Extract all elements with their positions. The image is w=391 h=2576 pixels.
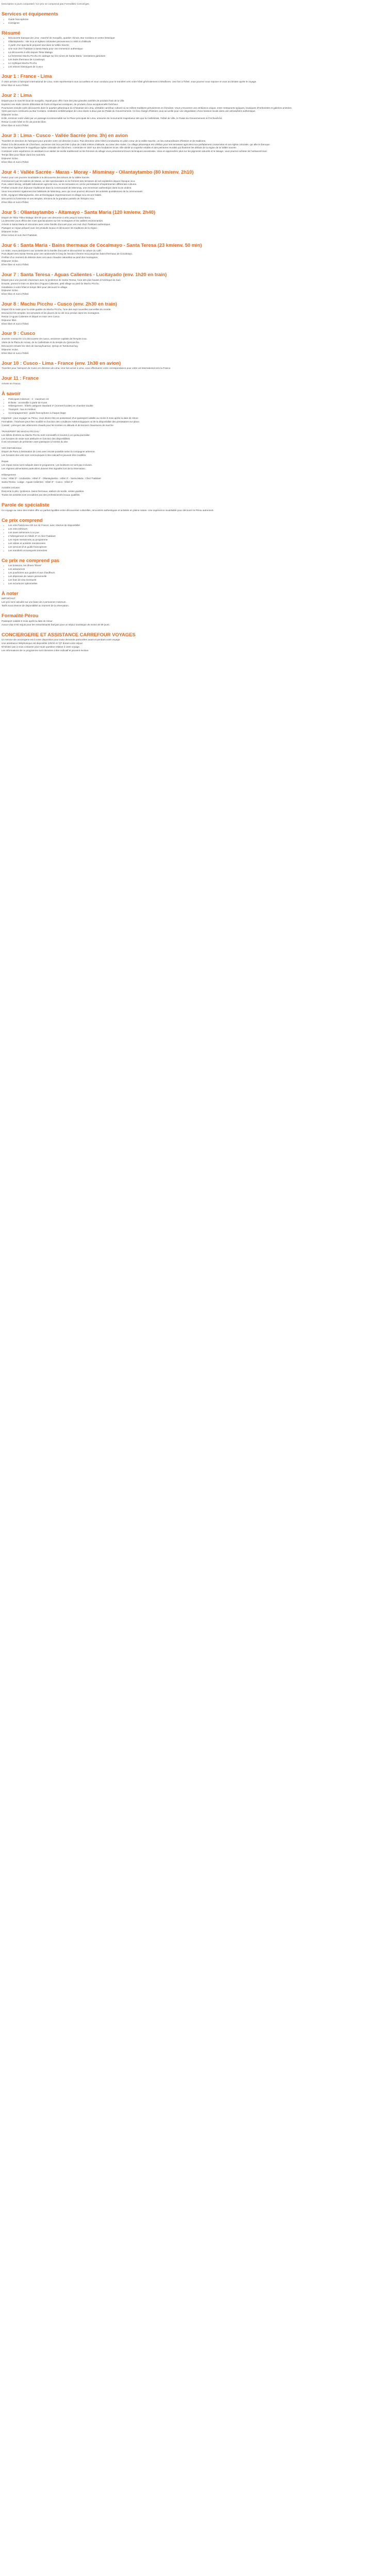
savoir-item: • Participant minimum : 2 - maximum 16 (8, 398, 391, 401)
savoir-paragraphs (2, 417, 391, 428)
day-text: Visite de la Plaza de Armas, de la Cathédrale et du temple du Qoricancha. (2, 341, 80, 344)
resume-title: Résumé (2, 29, 21, 36)
activites-line: Toutes les activités sont encadrées par des professionnels locaux qualifiés. (2, 494, 80, 497)
day-block (2, 209, 391, 238)
savoir-title: À savoir (2, 390, 21, 396)
a-noter-line: IMPORTANT (2, 597, 15, 600)
conciergerie-line: Une assistance téléphonique est disponible 24h/24 et 7j/7 durant votre séjour. (2, 642, 84, 645)
savoir-item: • Accompagnement : guide francophone à chaque étape (8, 412, 391, 415)
day-text: Retour à Aguas Calientes et départ en train vers Cusco. (2, 315, 60, 318)
vols-lines (2, 450, 391, 457)
day-text: Dîner libre et nuit à l'hôtel. (2, 200, 29, 204)
prix-ne-comprend-item: • Les boissons, les dîners "libres" (8, 564, 391, 568)
repas-line: Les repas inclus sont indiqués dans le programme. Les boissons ne sont pas incluses. (2, 463, 92, 466)
prix-comprend-item: • Les services d'un guide francophone (8, 546, 391, 549)
conciergerie-lines (2, 638, 391, 653)
day-text: La descente vous offrira des vues spectaculaires sur les montagnes et les vallées environnantes. (2, 219, 104, 223)
day-title: Jour 1 : France - Lima (2, 73, 52, 79)
day-block (2, 330, 391, 355)
day-text: Journée consacrée à la découverte de Cusco, ancienne capitale de l'Empire inca. (2, 337, 87, 341)
resume-item: • Découverte baroque de Lima : marché de Surquillo, quartier chinois, Bar Cordano et centre historique (8, 37, 391, 40)
savoir-item: • Hébergement : hôtels catégorie standard 3* (normes locales) en chambre double (8, 404, 391, 408)
conciergerie-line: Un service de conciergerie est à votre disposition pour toute demande particulière avant et pendant votre voyage. (2, 638, 121, 641)
day-text: Dîner libre et nuit à l'hôtel. (2, 84, 29, 87)
vols-line: Les horaires des vols sont communiqués à titre indicatif et peuvent être modifiés. (2, 454, 87, 457)
day-text: Départ pour le marché local de Surquillo, réputé pour offrir l'une des plus grandes variétés de produits frais de la ville. (2, 99, 125, 102)
resume-item: • Les trésors historiques de Cusco (8, 65, 391, 69)
formalites-line: Passeport valable 6 mois après la date de retour. (2, 619, 53, 622)
day-text: Ensuite, prenez le train en direction d'Aguas Calientes, petit village au pied du Machu Picchu. (2, 282, 100, 285)
parole-text: Ce voyage au cœur des Andes offre un parfait équilibre entre découvertes culturelles, rencontres authentiques et activités en pleine nature. Une expérience inoubliable pour découvrir le Pérou autrement. (2, 509, 214, 512)
day-text: Enfin, rejoignez Ollantaytambo, site archéologique impressionnant et village inca encore habité. (2, 194, 102, 197)
day-text: Découvrez ensuite les sites de Sacsayhuaman, Qenqo et Tambomachay. (2, 344, 78, 347)
prix-comprend-item: • Les transferts et transports terrestres (8, 549, 391, 553)
day-text: Commencez par les salines de Maras, un site spectaculaire où se forment des terrasses de sel exploitées depuis l'époque inca. (2, 179, 136, 182)
day-text: Déjeuner libre. (2, 318, 17, 321)
parole-title: Parole de spécialiste (2, 502, 50, 508)
day-block (2, 73, 391, 88)
services-title: Services et équipements (2, 11, 58, 17)
prix-ne-comprend-list (2, 564, 391, 585)
day-block (2, 242, 391, 267)
formalites-lines (2, 620, 391, 627)
day-title: Jour 5 : Ollantaytambo - Altamayo - Santa Maria (120 km/env. 2h40) (2, 209, 156, 215)
savoir-paragraph: Formalités : l'itinéraire peut être modifié en fonction des conditions météorologiques ou de la disponibilité des prestataires sur place. (2, 420, 140, 423)
day-block (2, 169, 391, 205)
transport-line: Les billets d'entrée au Machu Picchu sont nominatifs et soumis à un quota journalier. (2, 433, 90, 436)
day-block (2, 132, 391, 164)
repas-line: Les régimes alimentaires particuliers doivent être signalés lors de la réservation. (2, 467, 86, 470)
savoir-item: • Transport : bus et minibus (8, 408, 391, 412)
prix-comprend-title: Ce prix comprend (2, 517, 43, 523)
day-text: Partez à la découverte de Chinchero, ancienne cité inca perchée à plus de 3 800 mètres d'altitude, au cœur des Andes. Ce village pittoresque est célèbre pour ses terrasses agricoles inca parfaitement conservées et son église coloniale, qui allie le baroque. (2, 143, 271, 146)
day-title: Jour 11 : France (2, 375, 39, 381)
resume-item: • La découverte à vélo depuis Tikka Malaga (8, 51, 391, 55)
day-title: Jour 2 : Lima (2, 92, 32, 98)
day-text: Déjeuner inclus. (2, 113, 19, 116)
day-text: Vous rencontrerez également les habitants de Misminay, avec qui vous pourrez découvrir les activités quotidiennes de la communauté. (2, 190, 143, 193)
resume-list (2, 37, 391, 69)
hebergement-line: Santa Teresa : Lodge - Aguas Calientes : Hôtel 3* - Cusco : Hôtel 3* (2, 480, 73, 483)
day-text: Dîner inclus et nuit chez l'habitant. (2, 233, 38, 236)
day-text: Vous serez également le magnifique église coloniale de Chinchero, construite en 1607 sur des fondations incas. Elle abrite un superbe retable et des peintures murales qui illustrent les débuts de la région de la Vallée Sacrée. (2, 146, 237, 149)
resume-item: • Le mythique Machu Picchu (8, 62, 391, 65)
repas-lines (2, 464, 391, 471)
day-text: Transfert pour l'aéroport de Cusco en direction de Lima. Une fois arrivé à Lima, vous effectuerez votre correspondance pour votre vol international vers la France. (2, 367, 171, 370)
day-text: Déjeuner inclus. (2, 260, 19, 263)
day-text: Dîner libre et nuit à l'hôtel. (2, 124, 29, 127)
day-text: Déjeuner inclus. (2, 230, 19, 233)
day-text: Déjeuner inclus. (2, 289, 19, 292)
prix-comprend-item: • L'hébergement en hôtels 3* et chez l'habitant (8, 535, 391, 538)
day-text: Dîner libre et nuit à l'hôtel. (2, 160, 29, 163)
conciergerie-title: CONCIERGERIE ET ASSISTANCE CARREFOUR VOYAGES (2, 631, 136, 637)
day-text: Dîner libre et nuit à l'hôtel. (2, 351, 29, 354)
transport-line: Les horaires de visite sont attribués en fonction des disponibilités. (2, 437, 71, 440)
prix-comprend-item: • Les vols intérieurs (8, 528, 391, 531)
prix-ne-comprend-item: • Les assurances (8, 568, 391, 571)
prix-comprend-item: • Les taxes aériennes à ce jour (8, 531, 391, 535)
a-noter-title: À noter (2, 590, 19, 596)
hebergement-title: Hébergement (2, 473, 16, 476)
savoir-item: • Enfants : accessible à partir de 8 ans (8, 401, 391, 405)
conciergerie-line: N'hésitez pas à nous contacter pour toute question relative à votre voyage. (2, 646, 80, 649)
day-text: Profitez d'un moment de détente dans ces eaux chaudes naturelles au pied des montagnes. (2, 256, 99, 259)
day-text: Départ de Tikka 'Tikka Malaga' dès 6h pour une descente à vélo jusqu'à Santa Maria. (2, 216, 91, 219)
conciergerie-line: Les informations de ce programme sont données à titre indicatif et peuvent évoluer. (2, 649, 89, 652)
day-text: Arrivée à Santa Maria et rencontre avec votre famille d'accueil pour une nuit chez l'habitant authentique. (2, 223, 111, 226)
day-block (2, 272, 391, 296)
day-text: Départ pour une journée d'aventure avec la tyrolienne de Santa Teresa, l'une des plus hautes d'Amérique du Sud. (2, 278, 121, 281)
day-text: Votre parcours continuera au Bar Cordano, institution emblématique de Lima située à deux pas du Palais du Gouvernement. Ce lieu chargé d'histoire vous accueille pour une dégustation d'une boisson locale dans une atmosphère authentique. (2, 110, 256, 113)
services-item: • Consignes (8, 22, 391, 25)
day-title: Jour 4 : Vallée Sacrée - Maras - Moray - Misminay - Ollantaytambo (80 km/env. 2h10) (2, 168, 194, 175)
day-text: Enfin, terminez votre visite par un passage incontournable sur la Place principale de Lima, entourée de monuments majestueux tels que la Cathédrale, l'Hôtel de Ville, le Palais du Gouvernement et l'Archevêché. (2, 117, 223, 120)
day-text: Poursuivez ensuite votre découverte dans le quartier pittoresque du Chinatown de Lima, véritable carrefour culturel où se mêlent traditions péruviennes et chinoises. Vous y trouverez une ambiance unique, entre restaurants typiques, boutiques d'herboristes et galeries animées. (2, 106, 292, 109)
formalites-line: Aucun visa n'est requis pour les ressortissants français pour un séjour touristique de moins de 90 jours. (2, 623, 110, 626)
day-title: Jour 6 : Santa Maria - Bains thermaux de Cocalmayo - Santa Teresa (23 km/env. 50 min) (2, 242, 202, 248)
day-text: Dîner libre et nuit à l'hôtel. (2, 293, 29, 296)
day-text: Installation à votre hôtel et temps libre pour découvrir le village. (2, 285, 68, 289)
intro-text: Description 5 jours compostel / Ce prix ne comprend pas Formalités Concierges (2, 3, 89, 6)
resume-item: • Ollantaytambo : site inca et églises coloniales péruviennes à 2 800 m d'altitude (8, 40, 391, 44)
services-item: • Guide francophone (8, 18, 391, 22)
resume-item: • Les bains thermaux de Cocalmayo (8, 58, 391, 62)
vols-line: Départ de Paris à destination de Lima avec escale possible selon la compagnie aérienne. (2, 450, 95, 453)
day-text: Partagez un repas préparé avec les produits locaux et découvrez les traditions de la région. (2, 227, 98, 230)
day-text: Dîner libre et nuit à l'hôtel. (2, 322, 29, 325)
transport-title: TRANSPORT DE MACHU PICCHU (2, 430, 39, 433)
day-text: Découvrez la forteresse et ses temples, témoins de la grandeur passée de l'Empire inca. (2, 197, 95, 200)
day-title: Jour 7 : Santa Teresa - Aguas Calientes - Lucitayado (env. 1h20 en train) (2, 272, 167, 278)
savoir-paragraph: Important : pour voyager au Pérou, vous devez être en possession d'un passeport valable au moins 6 mois après la date de retour. (2, 417, 139, 420)
transport-lines (2, 434, 391, 445)
day-text: Explorez ses étals colorés débordant de fruits et légumes exotiques, de produits d'une exceptionnelle fraîcheur. (2, 103, 119, 106)
day-text: Découvrez les temples, les terrasses et les places de la cité inca perdue dans les montagnes. (2, 311, 100, 314)
prix-ne-comprend-item: • Les dépenses de nature personnelle (8, 575, 391, 579)
itinerary-days (2, 73, 391, 385)
hebergement-line: Lima : Hôtel 3* - Urubamba : Hôtel 3* - Ollantaytambo : Hôtel 3* - Santa Maria : Chez l'habitant (2, 477, 101, 480)
services-list (2, 18, 391, 25)
formalites-title: Formalité Pérou (2, 613, 39, 619)
prix-comprend-item: • Les visites et activités mentionnées (8, 542, 391, 546)
day-block (2, 301, 391, 326)
hebergement-lines (2, 477, 391, 484)
resume-item: • La forteresse Machu Picchu en cadrage sur les ruines de Santa Maria : sensations garanties (8, 55, 391, 58)
day-text: Déjeuner inclus. (2, 348, 19, 351)
prix-ne-comprend-item: • Les excursions optionnelles (8, 582, 391, 586)
day-text: Déjeuner inclus. (2, 157, 19, 160)
day-text: Profitez ensuite d'un déjeuner traditionnel dans la communauté de Misminay, une immersion authentique dans la vie andine. (2, 187, 132, 190)
day-text: Partez pour une journée inoubliable à la découverte des trésors de la Vallée Sacrée. (2, 176, 90, 179)
day-title: Jour 3 : Lima - Cusco - Vallée Sacrée (env. 3h) en avion (2, 132, 128, 138)
activites-lines (2, 490, 391, 497)
repas-title: Repas (2, 460, 9, 463)
prix-comprend-item: • Les vols Paris/Lima A/R sur Air France, avec réserve de disponibilité (8, 524, 391, 528)
vols-title: Vols internationaux (2, 447, 22, 450)
a-noter-lines (2, 597, 391, 608)
day-title: Jour 8 : Machu Picchu - Cusco (env. 2h30 en train) (2, 301, 117, 307)
day-title: Jour 10 : Cusco - Lima - France (env. 1h30 en avion) (2, 360, 121, 366)
day-block (2, 92, 391, 128)
day-text: Puis départ vers Santa Teresa pour une randonnée le long de l'ancien Chemin Inca jusqu'aux bains thermaux de Cocalmayo. (2, 252, 133, 256)
day-text: Retour à votre hôtel en fin de journée libre. (2, 121, 47, 124)
day-text: Transfert en direction de l'aéroport pour prendre votre vol direction Cusco. Puis direction votre hôtel à Urubamba en plein cœur de la Vallée Sacrée, un lieu extraordinaire d'histoire et de traditions. (2, 139, 206, 142)
transport-line: Il est nécessaire de présenter votre passeport à l'entrée du site. (2, 440, 69, 444)
prix-ne-comprend-item: • Les pourboires aux guides et aux chauffeurs (8, 571, 391, 575)
day-text: Continuez votre expérience en assistant à un atelier de textile traditionnel où les femmes du village vous présenteront leurs techniques ancestrales. Vous en apprendrez plus sur les pigments naturels et le tissage, vous pourrez acheter de l'artisanat local. (2, 150, 267, 153)
savoir-paragraph: Conseil : prévoyez des vêtements chauds pour les soirées en altitude et de bonnes chaussures de marche. (2, 423, 115, 427)
activites-line: Descente à vélo, tyrolienne, bains thermaux, ateliers de textile, visites guidées. (2, 490, 85, 493)
prix-ne-comprend-item: • Les frais de visa éventuels (8, 579, 391, 582)
day-text: Le matin, vous participerez aux activités de la famille d'accueil et découvrirez la culture du café. (2, 249, 102, 252)
a-noter-line: Les prix sont calculés sur une base de 2 personnes minimum. (2, 601, 67, 604)
a-noter-line: Tarifs sous réserve de disponibilité au moment de la réservation. (2, 604, 69, 607)
day-text: Arrivée en France. (2, 382, 21, 385)
day-title: Jour 9 : Cusco (2, 330, 36, 336)
day-block (2, 360, 391, 371)
day-block (2, 375, 391, 386)
resume-item: • Une nuit chez l'habitant à Santa Maria pour une immersion authentique (8, 47, 391, 51)
day-text: À votre arrivée à l'aéroport international de Lima, notre représentant vous accueillera et vous conduira pour le transfert vers votre hôtel généralement à Miraflores. Une fois à l'hôtel, vous pourrez vous reposer et vous acclimater après le voyage. (2, 80, 257, 83)
day-text: Dîner libre et nuit à l'hôtel. (2, 263, 29, 266)
activites-title: Activités incluses (2, 486, 20, 489)
prix-comprend-item: • Les repas mentionnés au programme (8, 538, 391, 542)
prix-comprend-list (2, 524, 391, 552)
prix-ne-comprend-title: Ce prix ne comprend pas (2, 557, 60, 563)
day-text: Temps libre pour flâner dans les marchés. (2, 154, 46, 157)
resume-item: • À partir d'un spectacle proposé tout dans la Vallée Sacrée (8, 44, 391, 47)
day-text: Puis, visitez Moray, véritable laboratoire agricole inca, où les terrasses en cercle permettaient d'expérimenter différentes cultures. (2, 183, 137, 186)
day-text: Départ tôt le matin pour la visite guidée du Machu Picchu, l'une des sept nouvelles merveilles du monde. (2, 308, 111, 311)
savoir-list (2, 398, 391, 415)
